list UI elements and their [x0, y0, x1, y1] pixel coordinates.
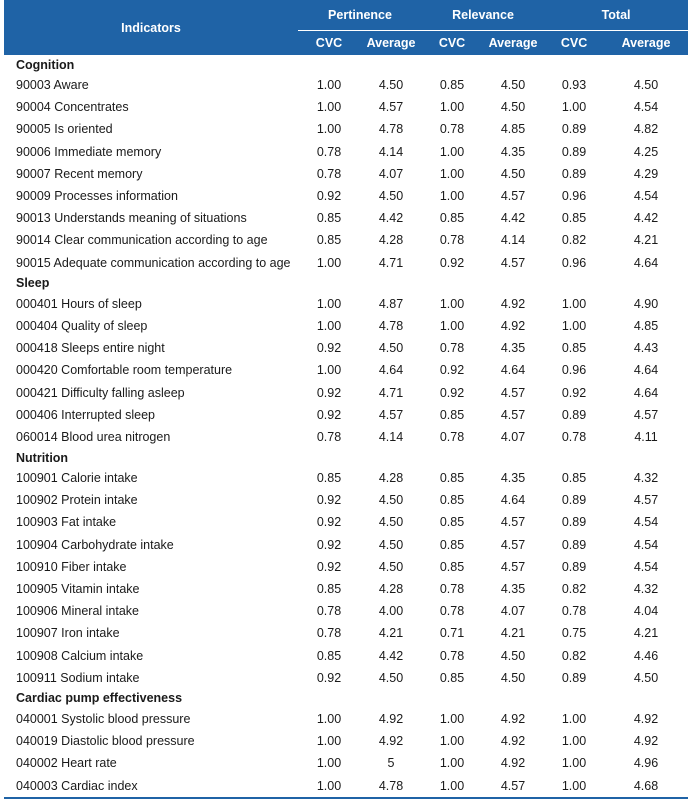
section-title: Cardiac pump effectiveness: [16, 691, 183, 706]
value-cell: 4.28: [378, 582, 404, 597]
value-cell: 4.35: [500, 144, 526, 159]
value-cell: 1.00: [439, 100, 465, 115]
value-cell: 4.54: [633, 537, 659, 552]
value-cell: 4.57: [500, 515, 526, 530]
table-row: [4, 381, 688, 403]
value-cell: 4.57: [500, 559, 526, 574]
value-cell: 1.00: [316, 756, 342, 771]
value-cell: 1.00: [316, 711, 342, 726]
value-cell: 4.50: [378, 670, 404, 685]
indicator-cell: 90005 Is oriented: [16, 122, 113, 137]
value-cell: 4.64: [633, 385, 659, 400]
value-cell: 0.78: [439, 604, 465, 619]
value-cell: 0.96: [561, 363, 587, 378]
value-cell: 0.85: [439, 78, 465, 93]
value-cell: 1.00: [439, 711, 465, 726]
value-cell: 4.64: [633, 255, 659, 270]
value-cell: 0.89: [561, 537, 587, 552]
indicator-cell: 90006 Immediate memory: [16, 144, 162, 159]
indicator-cell: 100906 Mineral intake: [16, 604, 139, 619]
value-cell: 4.85: [633, 318, 659, 333]
value-cell: 4.90: [633, 296, 659, 311]
value-cell: 4.46: [633, 648, 659, 663]
value-cell: 0.92: [561, 385, 587, 400]
value-cell: 4.92: [500, 734, 526, 749]
value-cell: 0.92: [439, 255, 465, 270]
value-cell: 4.92: [633, 734, 659, 749]
indicator-cell: 040001 Systolic blood pressure: [16, 711, 191, 726]
indicator-cell: 000421 Difficulty falling asleep: [16, 385, 185, 400]
value-cell: 1.00: [561, 296, 587, 311]
value-cell: 4.78: [360, 774, 422, 797]
value-cell: 0.85: [439, 515, 465, 530]
value-cell: 0.89: [561, 670, 587, 685]
value-cell: 1.00: [316, 78, 342, 93]
section-title: Sleep: [16, 276, 50, 291]
value-cell: 4.92: [378, 711, 404, 726]
indicator-cell: 90003 Aware: [16, 78, 89, 93]
table-row: [4, 426, 688, 448]
value-cell: 0.82: [561, 648, 587, 663]
value-cell: 0.92: [316, 537, 342, 552]
value-cell: 4.50: [378, 189, 404, 204]
value-cell: 1.00: [439, 166, 465, 181]
value-cell: 4.00: [378, 604, 404, 619]
cvc-header: CVC: [298, 31, 360, 56]
value-cell: 4.64: [378, 363, 404, 378]
indicator-cell: 90013 Understands meaning of situations: [16, 211, 247, 226]
value-cell: 0.93: [561, 78, 587, 93]
value-cell: 4.54: [633, 189, 659, 204]
value-cell: 4.92: [378, 734, 404, 749]
table-row: [4, 74, 688, 96]
indicators-header: Indicators: [4, 0, 298, 55]
indicator-cell: 040019 Diastolic blood pressure: [16, 734, 195, 749]
indicator-cell: 100902 Protein intake: [16, 493, 138, 508]
pertinence-header: Pertinence: [298, 0, 422, 31]
value-cell: 4.50: [633, 78, 659, 93]
table-row: [4, 600, 688, 622]
table-row: [4, 141, 688, 163]
value-cell: 4.50: [500, 100, 526, 115]
table-row: [4, 293, 688, 315]
value-cell: 4.07: [500, 429, 526, 444]
value-cell: 0.92: [316, 493, 342, 508]
value-cell: 1.00: [316, 100, 342, 115]
value-cell: 4.32: [633, 582, 659, 597]
value-cell: 4.32: [633, 471, 659, 486]
value-cell: 0.89: [561, 166, 587, 181]
value-cell: 4.50: [633, 670, 659, 685]
value-cell: 1.00: [316, 296, 342, 311]
value-cell: 4.04: [633, 604, 659, 619]
value-cell: 0.89: [561, 407, 587, 422]
value-cell: 0.92: [316, 407, 342, 422]
value-cell: 0.75: [561, 626, 587, 641]
value-cell: 4.50: [500, 166, 526, 181]
value-cell: 4.28: [378, 471, 404, 486]
value-cell: 4.07: [500, 604, 526, 619]
table-header: [4, 0, 688, 55]
value-cell: 4.42: [378, 648, 404, 663]
indicator-cell: 90004 Concentrates: [16, 100, 129, 115]
value-cell: 4.92: [633, 711, 659, 726]
table-row: [4, 730, 688, 752]
value-cell: 4.57: [378, 100, 404, 115]
value-cell: 0.92: [439, 385, 465, 400]
average-header: Average: [482, 31, 544, 56]
value-cell: 4.35: [500, 582, 526, 597]
indicator-cell: 90015 Adequate communication according to age: [16, 255, 291, 270]
value-cell: 0.89: [561, 493, 587, 508]
value-cell: 4.64: [500, 363, 526, 378]
indicators-table: [4, 0, 688, 799]
value-cell: 4.71: [378, 255, 404, 270]
value-cell: 5: [387, 756, 395, 771]
indicator-cell: 90009 Processes information: [16, 189, 178, 204]
value-cell: 4.92: [500, 756, 526, 771]
table-row: [4, 708, 688, 730]
value-cell: 4.50: [378, 78, 404, 93]
value-cell: 0.85: [316, 648, 342, 663]
value-cell: 4.35: [500, 341, 526, 356]
value-cell: 0.82: [561, 582, 587, 597]
value-cell: 0.92: [316, 559, 342, 574]
value-cell: 0.85: [439, 493, 465, 508]
value-cell: 4.92: [500, 711, 526, 726]
table-row: [4, 252, 688, 274]
table-row: [4, 752, 688, 774]
value-cell: 4.57: [500, 385, 526, 400]
value-cell: 4.50: [378, 341, 404, 356]
value-cell: 0.78: [439, 648, 465, 663]
value-cell: 0.96: [561, 189, 587, 204]
value-cell: 4.21: [633, 626, 659, 641]
value-cell: 1.00: [316, 122, 342, 137]
table-row: [4, 578, 688, 600]
table-row: [4, 96, 688, 118]
value-cell: 4.68: [604, 774, 688, 797]
value-cell: 4.50: [500, 670, 526, 685]
value-cell: 1.00: [561, 318, 587, 333]
table-row: [4, 467, 688, 489]
value-cell: 0.92: [316, 189, 342, 204]
indicator-cell: 000401 Hours of sleep: [16, 296, 142, 311]
indicator-cell: 000404 Quality of sleep: [16, 318, 148, 333]
table-row: [4, 556, 688, 578]
value-cell: 4.57: [500, 189, 526, 204]
value-cell: 1.00: [439, 756, 465, 771]
value-cell: 4.07: [378, 166, 404, 181]
value-cell: 0.85: [561, 471, 587, 486]
value-cell: 0.85: [439, 471, 465, 486]
relevance-header: Relevance: [422, 0, 544, 31]
indicator-cell: 000420 Comfortable room temperature: [16, 363, 233, 378]
section-title: Cognition: [16, 57, 75, 72]
value-cell: 1.00: [561, 756, 587, 771]
value-cell: 4.54: [633, 515, 659, 530]
value-cell: 4.35: [500, 471, 526, 486]
indicator-cell: 90014 Clear communication according to age: [16, 233, 268, 248]
table-row: [4, 774, 688, 797]
value-cell: 4.29: [633, 166, 659, 181]
value-cell: 4.57: [500, 407, 526, 422]
value-cell: 4.14: [500, 233, 526, 248]
indicator-cell: 100907 Iron intake: [16, 626, 120, 641]
value-cell: 4.57: [633, 493, 659, 508]
value-cell: 4.71: [378, 385, 404, 400]
value-cell: 4.92: [500, 318, 526, 333]
value-cell: 1.00: [316, 363, 342, 378]
table-row: [4, 315, 688, 337]
indicator-cell: 100903 Fat intake: [16, 515, 117, 530]
value-cell: 0.78: [439, 233, 465, 248]
value-cell: 0.82: [561, 233, 587, 248]
average-header: Average: [360, 31, 422, 56]
table-row: [4, 534, 688, 556]
average-header: Average: [604, 31, 688, 56]
value-cell: 4.43: [633, 341, 659, 356]
value-cell: 0.85: [439, 211, 465, 226]
section-row: [4, 689, 688, 708]
table-row: [4, 404, 688, 426]
value-cell: 1.00: [422, 774, 482, 797]
value-cell: 1.00: [561, 100, 587, 115]
value-cell: 1.00: [544, 774, 604, 797]
table-row: [4, 185, 688, 207]
value-cell: 0.78: [316, 144, 342, 159]
value-cell: 0.85: [439, 670, 465, 685]
value-cell: 0.85: [316, 471, 342, 486]
value-cell: 0.78: [316, 166, 342, 181]
value-cell: 0.85: [316, 211, 342, 226]
value-cell: 0.78: [439, 582, 465, 597]
value-cell: 0.96: [561, 255, 587, 270]
value-cell: 4.50: [378, 537, 404, 552]
value-cell: 0.78: [561, 429, 587, 444]
indicator-cell: 100911 Sodium intake: [16, 670, 140, 685]
indicator-cell: 060014 Blood urea nitrogen: [16, 429, 171, 444]
value-cell: 4.42: [633, 211, 659, 226]
value-cell: 0.78: [561, 604, 587, 619]
value-cell: 0.85: [439, 559, 465, 574]
table-row: [4, 645, 688, 667]
value-cell: 4.87: [378, 296, 404, 311]
value-cell: 0.78: [316, 604, 342, 619]
indicator-cell: 100905 Vitamin intake: [16, 582, 140, 597]
indicator-cell: 100901 Calorie intake: [16, 471, 138, 486]
value-cell: 1.00: [439, 734, 465, 749]
value-cell: 1.00: [561, 734, 587, 749]
indicator-cell: 100904 Carbohydrate intake: [16, 537, 174, 552]
value-cell: 0.85: [439, 537, 465, 552]
table-row: [4, 118, 688, 140]
value-cell: 4.92: [500, 296, 526, 311]
value-cell: 1.00: [561, 711, 587, 726]
value-cell: 1.00: [439, 144, 465, 159]
value-cell: 0.85: [561, 211, 587, 226]
value-cell: 0.78: [439, 429, 465, 444]
value-cell: 4.54: [633, 559, 659, 574]
table-row: [4, 229, 688, 251]
cvc-header: CVC: [422, 31, 482, 56]
section-row: [4, 274, 688, 293]
value-cell: 4.57: [500, 537, 526, 552]
value-cell: 1.00: [439, 296, 465, 311]
value-cell: 1.00: [316, 318, 342, 333]
indicator-cell: 100910 Fiber intake: [16, 559, 127, 574]
value-cell: 0.78: [439, 341, 465, 356]
value-cell: 0.92: [439, 363, 465, 378]
value-cell: 4.57: [500, 255, 526, 270]
indicator-cell: 90007 Recent memory: [16, 166, 143, 181]
value-cell: 4.50: [500, 648, 526, 663]
indicator-cell: 000406 Interrupted sleep: [16, 407, 155, 422]
value-cell: 4.14: [378, 144, 404, 159]
value-cell: 0.92: [316, 515, 342, 530]
value-cell: 4.14: [378, 429, 404, 444]
value-cell: 0.89: [561, 144, 587, 159]
value-cell: 1.00: [316, 255, 342, 270]
value-cell: 0.85: [561, 341, 587, 356]
value-cell: 4.96: [633, 756, 659, 771]
value-cell: 0.71: [439, 626, 465, 641]
section-row: [4, 448, 688, 467]
value-cell: 0.92: [316, 341, 342, 356]
value-cell: 4.25: [633, 144, 659, 159]
table-body: [4, 55, 688, 798]
value-cell: 1.00: [316, 734, 342, 749]
value-cell: 4.64: [500, 493, 526, 508]
value-cell: 0.92: [316, 670, 342, 685]
value-cell: 0.89: [561, 122, 587, 137]
table-row: [4, 207, 688, 229]
total-header: Total: [544, 0, 688, 31]
indicator-cell: 040003 Cardiac index: [4, 774, 298, 797]
value-cell: 4.82: [633, 122, 659, 137]
table-row: [4, 667, 688, 689]
cvc-header: CVC: [544, 31, 604, 56]
indicator-cell: 100908 Calcium intake: [16, 648, 144, 663]
value-cell: 0.78: [439, 122, 465, 137]
table-row: [4, 489, 688, 511]
value-cell: 1.00: [439, 189, 465, 204]
value-cell: 1.00: [439, 318, 465, 333]
value-cell: 4.21: [378, 626, 404, 641]
value-cell: 4.50: [378, 493, 404, 508]
value-cell: 4.50: [500, 78, 526, 93]
value-cell: 0.78: [316, 626, 342, 641]
value-cell: 4.21: [633, 233, 659, 248]
value-cell: 0.89: [561, 515, 587, 530]
value-cell: 4.78: [378, 122, 404, 137]
value-cell: 4.57: [482, 774, 544, 797]
value-cell: 4.50: [378, 515, 404, 530]
table-row: [4, 337, 688, 359]
value-cell: 0.85: [316, 582, 342, 597]
section-row: [4, 55, 688, 74]
value-cell: 4.57: [378, 407, 404, 422]
value-cell: 4.42: [378, 211, 404, 226]
table-row: [4, 622, 688, 644]
indicator-cell: 000418 Sleeps entire night: [16, 341, 165, 356]
value-cell: 4.11: [634, 429, 658, 444]
table-row: [4, 359, 688, 381]
table-row: [4, 511, 688, 533]
value-cell: 4.21: [500, 626, 526, 641]
value-cell: 4.28: [378, 233, 404, 248]
value-cell: 0.85: [439, 407, 465, 422]
value-cell: 1.00: [298, 774, 360, 797]
value-cell: 0.89: [561, 559, 587, 574]
value-cell: 4.42: [500, 211, 526, 226]
indicator-cell: 040002 Heart rate: [16, 756, 117, 771]
table-row: [4, 163, 688, 185]
value-cell: 4.85: [500, 122, 526, 137]
value-cell: 4.50: [378, 559, 404, 574]
value-cell: 4.64: [633, 363, 659, 378]
value-cell: 4.54: [633, 100, 659, 115]
value-cell: 0.85: [316, 233, 342, 248]
section-title: Nutrition: [16, 450, 69, 465]
value-cell: 0.92: [316, 385, 342, 400]
value-cell: 4.57: [633, 407, 659, 422]
value-cell: 0.78: [316, 429, 342, 444]
value-cell: 4.78: [378, 318, 404, 333]
